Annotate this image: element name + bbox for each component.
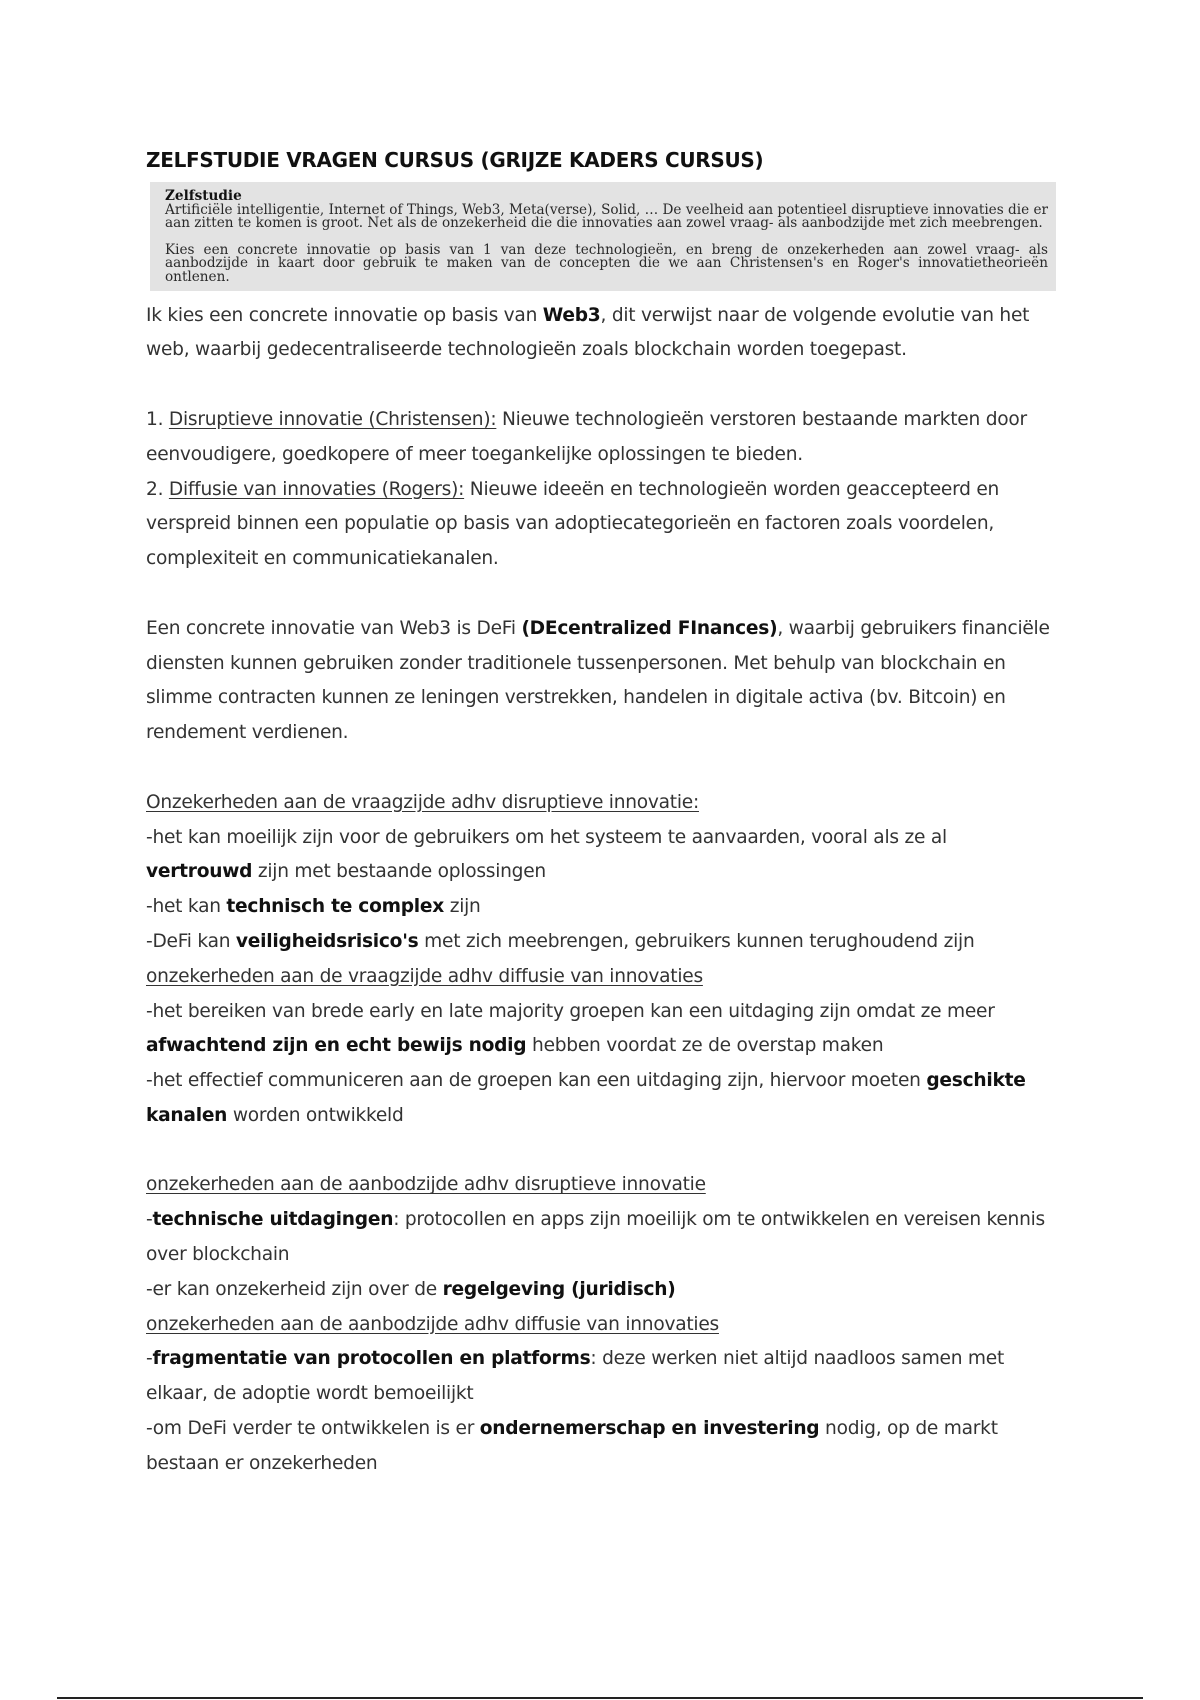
supply-item-3-text: - — [146, 1348, 153, 1370]
demand-item-4-bold: afwachtend zijn en echt bewijs nodig — [146, 1035, 527, 1057]
assignment-box-paragraph-2: Kies een concrete innovatie op basis van 1 van deze technologieën, en breng de onzekerheden aan zowel vraag- als aanbodzijde in kaart door gebruik te maken van de concepten die we aan Christensen's en Roger's innovatietheorieën ontlenen. — [165, 241, 1048, 285]
footer-divider — [57, 1697, 1143, 1699]
supply-item-3-text-cont: : deze werken niet altijd naadloos samen met elkaar, de adoptie wordt bemoeilijkt — [146, 1348, 1005, 1405]
demand-item-3-text-cont: met zich meebrengen, gebruikers kunnen terughoudend zijn — [418, 930, 975, 952]
answer-body — [146, 299, 1056, 1482]
intro-paragraph — [146, 299, 1056, 369]
concept-1-title: Disruptieve innovatie (Christensen): — [168, 408, 497, 430]
demand-item-4 — [146, 995, 1056, 1065]
assignment-box-title: Zelfstudie — [165, 188, 242, 204]
supply-item-1-text-cont: : protocollen en apps zijn moeilijk om te ontwikkelen en vereisen kennis over blockchain — [146, 1209, 1045, 1266]
concept-1 — [146, 403, 1056, 473]
concept-1-text: Nieuwe technologieën verstoren bestaande markten door eenvoudigere, goedkopere of meer toegankelijke oplossingen te bieden. — [146, 408, 1027, 465]
supply-item-1 — [146, 1203, 1056, 1273]
supply-item-2 — [146, 1273, 1056, 1308]
demand-disruptive-heading: Onzekerheden aan de vraagzijde adhv disruptieve innovatie: — [146, 791, 699, 813]
demand-item-5-text-cont: worden ontwikkeld — [227, 1104, 404, 1126]
concept-2-title: Diffusie van innovaties (Rogers): — [168, 478, 465, 500]
concept-1-number: 1. — [146, 408, 169, 430]
supply-item-3 — [146, 1342, 1056, 1412]
demand-item-4-text-cont: hebben voordat ze de overstap maken — [526, 1035, 884, 1057]
spacer — [146, 577, 1056, 612]
concept-2 — [146, 473, 1056, 577]
demand-item-2-text: -het kan — [146, 896, 227, 918]
demand-item-2-text-cont: zijn — [444, 896, 481, 918]
demand-item-3-bold: veiligheidsrisico's — [235, 930, 419, 952]
supply-item-1-bold: technische uitdagingen — [152, 1209, 394, 1231]
demand-item-5-text: -het effectief communiceren aan de groepen kan een uitdaging zijn, hiervoor moeten — [146, 1070, 927, 1092]
intro-bold: Web3 — [542, 304, 601, 326]
document-content — [146, 146, 1056, 1482]
spacer — [146, 368, 1056, 403]
demand-item-3 — [146, 925, 1056, 960]
supply-disruptive-heading: onzekerheden aan de aanbodzijde adhv disruptieve innovatie — [146, 1174, 706, 1196]
supply-item-3-bold: fragmentatie van protocollen en platforms — [152, 1348, 591, 1370]
supply-item-4 — [146, 1412, 1056, 1482]
defi-bold: (DEcentralized FInances) — [521, 617, 778, 639]
supply-item-4-bold: ondernemerschap en investering — [479, 1418, 820, 1440]
demand-item-4-text: -het bereiken van brede early en late majority groepen kan een uitdaging zijn omdat ze meer — [146, 1000, 995, 1022]
demand-item-1-bold: vertrouwd — [146, 861, 253, 883]
demand-item-1-text: -het kan moeilijk zijn voor de gebruikers om het systeem te aanvaarden, vooral als ze al — [146, 826, 947, 848]
spacer — [146, 751, 1056, 786]
demand-item-5 — [146, 1064, 1056, 1134]
demand-diffusion-heading: onzekerheden aan de vraagzijde adhv diffusie van innovaties — [146, 965, 703, 987]
intro-text-cont: , dit verwijst naar de volgende evolutie van het web, waarbij gedecentraliseerde technologieën zoals blockchain worden toegepast. — [146, 304, 1030, 361]
demand-item-1 — [146, 821, 1056, 891]
assignment-box-paragraph-1: Artificiële intelligentie, Internet of Things, Web3, Meta(verse), Solid, … De veelheid aan potentieel disruptieve innovaties die er aan zitten te komen is groot. Net als de onzekerheid die die innovaties aan zowel vraag- als aanbodzijde met zich meebrengen. — [165, 201, 1048, 232]
defi-text: Een concrete innovatie van Web3 is DeFi — [146, 617, 522, 639]
concept-2-number: 2. — [146, 478, 169, 500]
supply-item-4-text: -om DeFi verder te ontwikkelen is er — [146, 1418, 480, 1440]
assignment-box — [150, 182, 1056, 291]
supply-item-1-text: - — [146, 1209, 153, 1231]
demand-item-3-text: -DeFi kan — [146, 930, 236, 952]
defi-paragraph — [146, 612, 1056, 751]
defi-text-cont: , waarbij gebruikers financiële diensten kunnen gebruiken zonder traditionele tussenpersonen. Met behulp van blockchain en slimme contracten kunnen ze leningen verstrekken, handelen in digitale activa (bv. Bitcoin) en rendement verdienen. — [146, 617, 1050, 744]
demand-item-1-text-cont: zijn met bestaande oplossingen — [252, 861, 546, 883]
spacer — [146, 1134, 1056, 1169]
supply-diffusion-heading: onzekerheden aan de aanbodzijde adhv diffusie van innovaties — [146, 1313, 719, 1335]
intro-text: Ik kies een concrete innovatie op basis van — [146, 304, 543, 326]
supply-item-2-bold: regelgeving (juridisch) — [442, 1278, 676, 1300]
demand-item-2-bold: technisch te complex — [226, 896, 445, 918]
page-title: ZELFSTUDIE VRAGEN CURSUS (GRIJZE KADERS CURSUS) — [146, 148, 764, 172]
concept-2-text: Nieuwe ideeën en technologieën worden geaccepteerd en verspreid binnen een populatie op basis van adoptiecategorieën en factoren zoals voordelen, complexiteit en communicatiekanalen. — [146, 478, 1000, 570]
supply-item-4-text-cont: nodig, op de markt bestaan er onzekerheden — [146, 1418, 998, 1474]
demand-item-5-bold: geschikte kanalen — [146, 1070, 1026, 1126]
demand-item-2 — [146, 890, 1056, 925]
supply-item-2-text: -er kan onzekerheid zijn over de — [146, 1278, 443, 1300]
